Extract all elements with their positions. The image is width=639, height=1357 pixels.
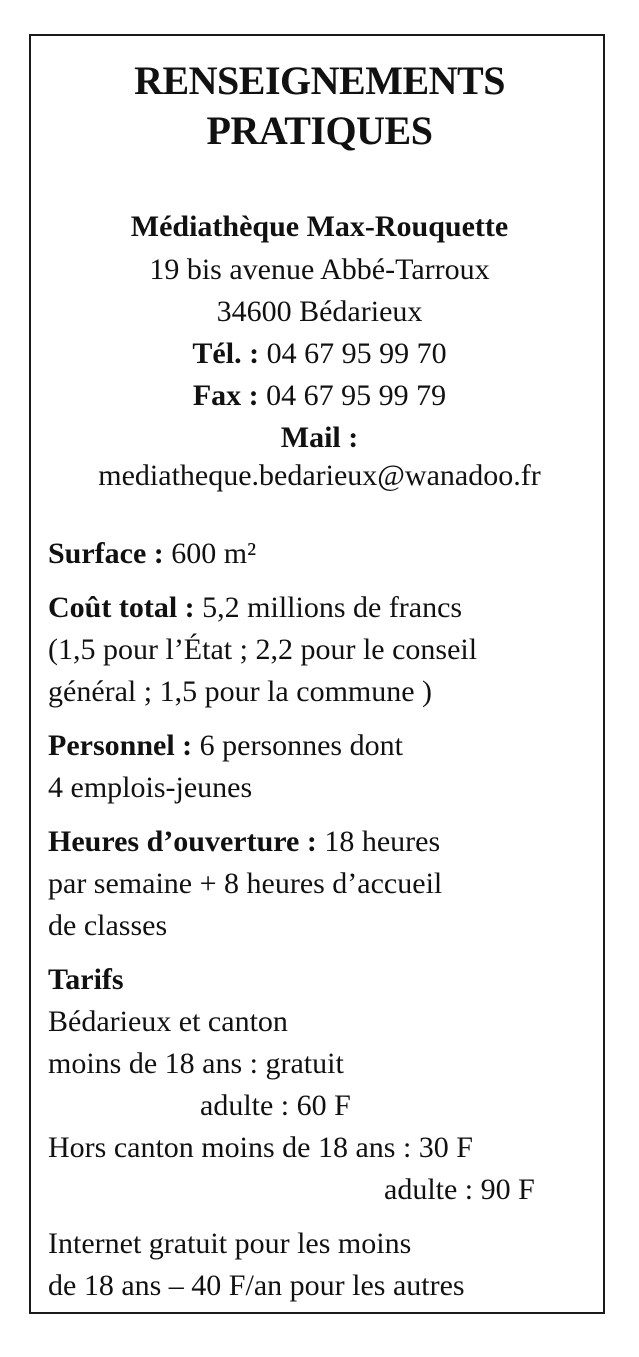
- address-city: 34600 Bédarieux: [216, 295, 423, 328]
- heures-line-3: de classes: [48, 909, 168, 942]
- heures-line-2: par semaine + 8 heures d’accueil: [48, 867, 443, 900]
- library-name: Médiathèque Max-Rouquette: [130, 210, 509, 243]
- title-line-1: RENSEIGNEMENTS: [134, 58, 505, 103]
- fax-label: Fax :: [192, 379, 259, 412]
- personnel-value: 6 personnes dont: [192, 729, 403, 762]
- cout-value: 5,2 millions de francs: [194, 591, 463, 624]
- tarifs-line-2: moins de 18 ans : gratuit: [48, 1047, 344, 1080]
- mail-value: mediatheque.bedarieux@wanadoo.fr: [98, 459, 541, 492]
- internet-line-1: Internet gratuit pour les moins: [48, 1227, 412, 1260]
- internet-line-2: de 18 ans – 40 F/an pour les autres: [48, 1269, 465, 1302]
- tel-line: [0, 337, 639, 371]
- tarifs-line-4: Hors canton moins de 18 ans : 30 F: [48, 1131, 473, 1164]
- tarifs-line-5: adulte : 90 F: [384, 1173, 535, 1206]
- fax-value: 04 67 95 99 79: [258, 379, 447, 412]
- tarifs-line-1: Bédarieux et canton: [48, 1005, 288, 1038]
- surface-label: Surface :: [48, 537, 164, 570]
- heures-label: Heures d’ouverture :: [48, 825, 317, 858]
- address-street: 19 bis avenue Abbé-Tarroux: [149, 253, 490, 286]
- cout-line-1: [48, 591, 462, 625]
- personnel-line-2: 4 emplois-jeunes: [48, 771, 253, 804]
- fax-line: [0, 379, 639, 413]
- cout-label: Coût total :: [48, 591, 195, 624]
- heures-value: 18 heures: [316, 825, 441, 858]
- tarifs-label: Tarifs: [48, 963, 124, 996]
- title-line-2: PRATIQUES: [206, 108, 433, 153]
- personnel-line-1: [48, 729, 403, 763]
- heures-line-1: [48, 825, 440, 859]
- cout-line-2: (1,5 pour l’État ; 2,2 pour le conseil: [48, 633, 478, 666]
- tel-label: Tél. :: [192, 337, 260, 370]
- surface-line: [48, 537, 256, 571]
- surface-value: 600 m²: [163, 537, 257, 570]
- tarifs-line-3: adulte : 60 F: [200, 1089, 351, 1122]
- mail-label: Mail :: [280, 421, 359, 454]
- tel-value: 04 67 95 99 70: [259, 337, 447, 370]
- cout-line-3: général ; 1,5 pour la commune ): [48, 675, 433, 708]
- personnel-label: Personnel :: [48, 729, 193, 762]
